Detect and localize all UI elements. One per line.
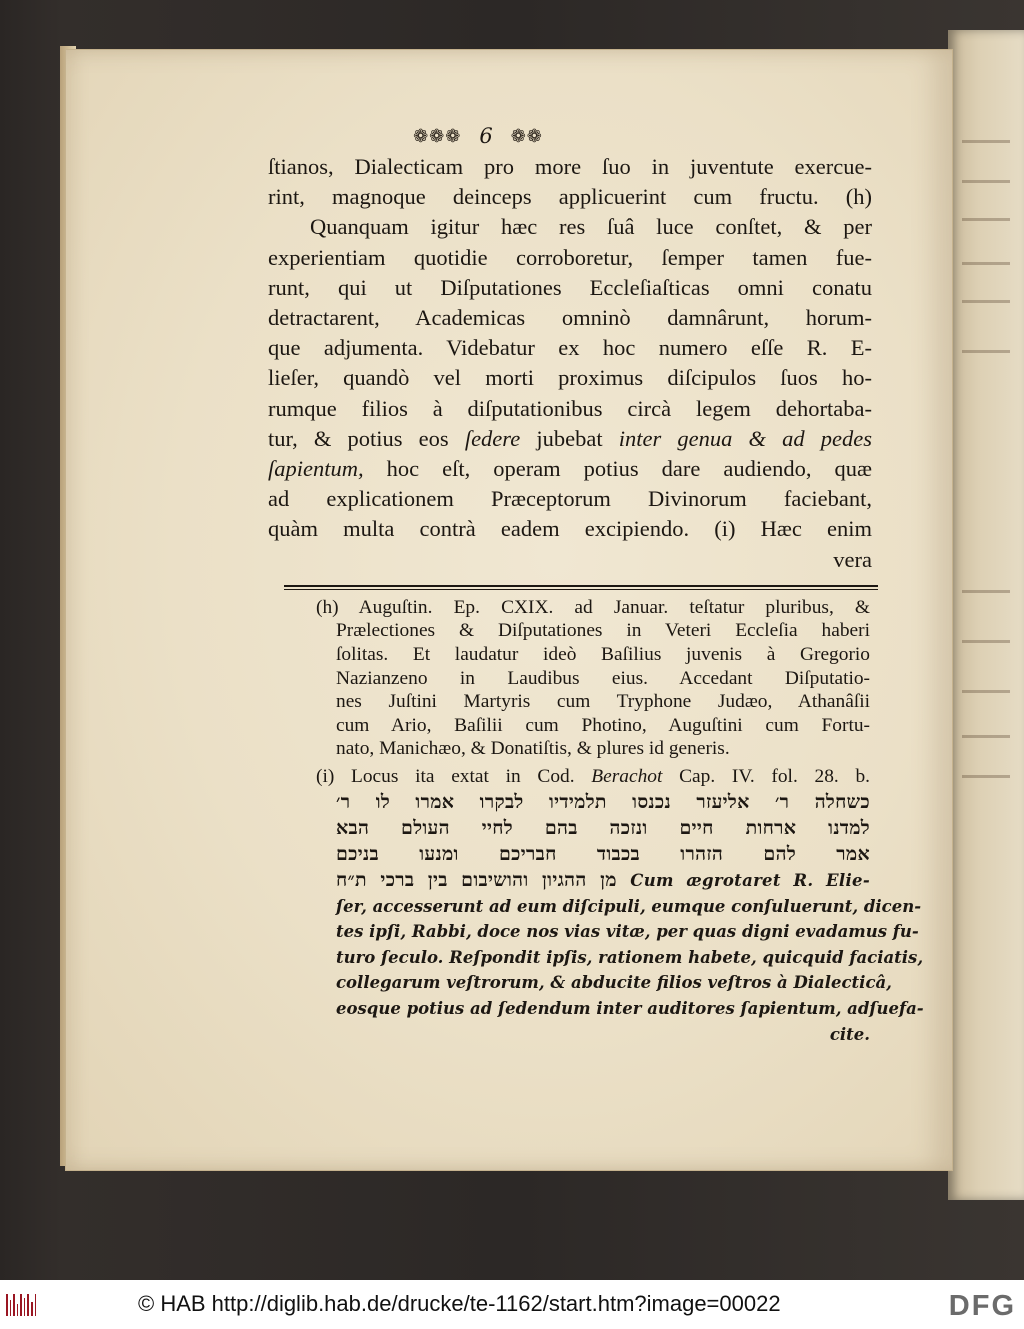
- page-number: 6: [479, 124, 493, 148]
- latin-translation-line: collegarum veſtrorum, & abducite filios veſtros à Dialecticâ,: [336, 973, 892, 993]
- body-segment: hoc eſt, operam potius dare audiendo, quæ: [386, 456, 872, 482]
- hebrew-line: כשחלה ר׳ אליעזר נכנסו תלמידיו לבקרו אמרו לו ר׳: [336, 790, 870, 813]
- note-line: cum Ario, Baſilii cum Photino, Auguſtini cum Fortu-: [336, 714, 870, 736]
- dfg-logo: DFG: [948, 1290, 1016, 1322]
- latin-translation-line: eosque potius ad ſedendum inter auditores ſapientum, adſuefa-: [336, 998, 924, 1018]
- footnotes: [316, 596, 924, 1047]
- body-line: rint, magnoque deinceps applicuerint cum fructu. (h): [268, 184, 872, 210]
- hebrew-line: למדנו ארחות חיים ונזכה בהם לחיי העולם הבא: [336, 816, 870, 839]
- footer-bar: [0, 1280, 1024, 1329]
- body-line: experientiam quotidie corroboretur, ſemper tamen fue-: [268, 244, 872, 270]
- footnote-h: [316, 596, 870, 761]
- ornament-right-icon: ❁❁: [510, 125, 543, 147]
- note-line: (h) Auguſtin. Ep. CXIX. ad Januar. teſtatur pluribus, &: [316, 596, 870, 618]
- page-text: [268, 120, 924, 1047]
- hab-logo-icon: [6, 1294, 36, 1316]
- note-line: nes Juſtini Martyris cum Tryphone Judæo, Athanâſii: [336, 691, 870, 713]
- latin-translation-line: tes ipſi, Rabbi, doce nos vias vitæ, per quas digni evadamus fu-: [336, 922, 919, 942]
- body-line: Quanquam igitur hæc res ſuâ luce conſtet, & per: [310, 214, 872, 240]
- body-italic: ſedere: [464, 425, 521, 451]
- note-i-intro-italic: Berachot: [591, 766, 663, 787]
- hebrew-segment: מן ההגיון והושיבום בין ברכי ת״ח: [336, 868, 617, 891]
- body-line: quàm multa contrà eadem excipiendo. (i) Hæc enim: [268, 516, 872, 542]
- footnote-i: [316, 765, 924, 1047]
- body-italic: ſapientum,: [268, 456, 364, 482]
- note-i-intro-end: Cap. IV. fol. 28. b.: [679, 766, 870, 787]
- body-line: runt, qui ut Diſputationes Eccleſiaſticas omni conatu: [268, 274, 872, 300]
- body-line: lieſer, quandò vel morti proximus diſcipulos ſuos ho-: [268, 365, 872, 391]
- mixed-line: [336, 867, 870, 894]
- body-italic: inter genua & ad pedes: [618, 425, 873, 451]
- latin-segment: Cum ægrotaret R. Elie-: [630, 870, 870, 890]
- latin-translation-line: turo ſeculo. Reſpondit ipſis, rationem habete, quicquid faciatis,: [336, 947, 924, 967]
- adjacent-page-edge: [948, 30, 1024, 1200]
- body-line: ſtianos, Dialecticam pro more ſuo in juventute exercue-: [268, 154, 872, 179]
- footnote-rule: [284, 585, 878, 590]
- latin-translation-line: cite.: [829, 1024, 870, 1044]
- ornament-left-icon: ❁❁❁: [413, 125, 462, 147]
- body-line: ad explicationem Præceptorum Divinorum faciebant,: [268, 486, 872, 512]
- attribution-link[interactable]: © HAB http://diglib.hab.de/drucke/te-1162/start.htm?image=00022: [138, 1291, 781, 1316]
- page-header: [268, 120, 688, 152]
- body-line: rumque filios à diſputationibus circà legem dehortaba-: [268, 395, 872, 421]
- note-line: [316, 765, 870, 789]
- body-segment: tur, & potius eos: [268, 425, 449, 451]
- hebrew-line: אמר להם הזהרו בכבוד חבריכם ומנעו בניכם: [336, 842, 870, 865]
- body-line: detractarent, Academicas omninò damnârunt, horum-: [268, 305, 872, 331]
- body-line: que adjumenta. Videbatur ex hoc numero eſſe R. E-: [268, 335, 872, 361]
- main-body: [268, 152, 872, 575]
- catchword: vera: [833, 546, 872, 572]
- note-line: ſolitas. Et laudatur ideò Baſilius juvenis à Gregorio: [336, 644, 870, 666]
- note-i-intro: (i) Locus ita extat in Cod.: [316, 766, 575, 787]
- body-segment: jubebat: [536, 425, 603, 451]
- body-line: [268, 454, 872, 484]
- note-line: Prælectiones & Diſputationes in Veteri Eccleſia haberi: [336, 620, 870, 642]
- note-line: Nazianzeno in Laudibus eius. Accedant Diſputatio-: [336, 667, 870, 689]
- latin-translation-line: ſer, accesserunt ad eum diſcipuli, eumque conſuluerunt, dicen-: [336, 896, 922, 916]
- note-line: nato, Manichæo, & Donatiſtis, & plures id generis.: [336, 738, 730, 760]
- body-line: [268, 424, 872, 454]
